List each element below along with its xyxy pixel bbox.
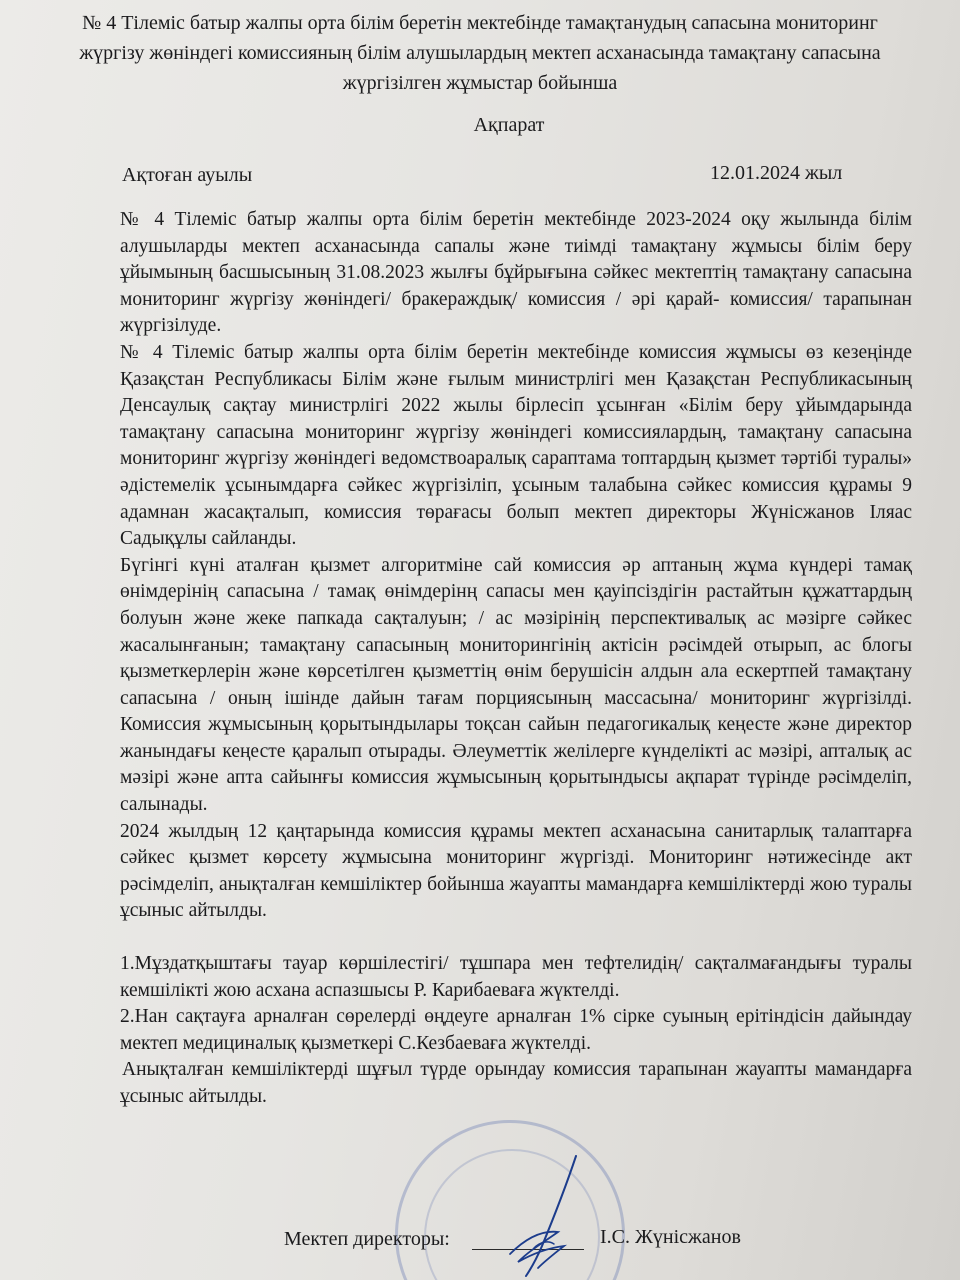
task-item: 2.Нан сақтауға арналған сөрелерді өңдеуге арналған 1% сірке суының ерітіндісін дайындау мектеп медициналық қызметкері С.Кезбаеваға жүктелді. <box>120 1006 912 1054</box>
closing-paragraph: Анықталған кемшіліктерді шұғыл түрде орындау комиссия тарапынан жауапты мамандарға ұсыныс айтылды. <box>120 1059 912 1107</box>
document-type-heading: Ақпарат <box>473 114 545 136</box>
document-body <box>120 207 912 1111</box>
paragraph: № 4 Тілеміс батыр жалпы орта білім беретін мектебінде 2023-2024 оқу жылында білім алушыларды мектеп асханасында сапалы және тиімді тамақтану жұмысы білім беру ұйымының басшысының 31.08.2023 жылғы бұйрығына сәйкес мектептің тамақтану сапасына мониторинг жүргізу жөніндегі/ бракераждық/ комиссия / әрі қарай- комиссия/ тарапынан жүргізілуде. <box>120 209 912 337</box>
task-item: 1.Мұздатқыштағы тауар көршілестігі/ тұшпара мен тефтелидің/ сақталмағандығы туралы кемшілікті жою асхана аспазшысы Р. Карибаеваға жүктелді. <box>120 953 912 1001</box>
director-name: І.С. Жүнісжанов <box>600 1226 741 1248</box>
paragraph: 2024 жылдың 12 қаңтарында комиссия құрамы мектеп асханасына санитарлық талаптарға сәйкес қызмет көрсету жұмысына мониторинг жүргізді. Мониторинг нәтижесінде акт рәсімделіп, анықталған кемшіліктер бойынша жауапты мамандарға кемшіліктерді жою туралы ұсыныс айтылды. <box>120 820 912 922</box>
document-date: 12.01.2024 жыл <box>710 162 843 184</box>
signature-label: Мектеп директоры: <box>284 1228 450 1250</box>
document-title: № 4 Тілеміс батыр жалпы орта білім беретін мектебінде тамақтанудың сапасына мониторинг жүргізу жөніндегі комиссияның білім алушылардың мектеп асханасында тамақтану сапасына жүргізілген жұмыстар бойынша <box>79 12 881 94</box>
handwritten-signature <box>470 1150 610 1280</box>
paragraph: № 4 Тілеміс батыр жалпы орта білім беретін мектебінде комиссия жұмысы өз кезеңінде Қазақстан Республикасы Білім және ғылым министрлігі мен Қазақстан Республикасының Денсаулық сақтау министрлігі 2022 жылы бірлесіп ұсынған «Білім беру ұйымдарында тамақтану сапасына мониторинг жүргізу жөніндегі комиссиялардың, тамақтану сапасына мониторинг жүргізу жөніндегі ведомствоаралық сараптама топтардың қызмет тәртібі туралы» әдістемелік ұсынымдарға сәйкес жүргізіліп, ұсыным талабына сәйкес комиссия құрамы 9 адамнан жасақталып, комиссия төрағасы болып мектеп директоры Жүнісжанов Іляас Садықұлы сайланды. <box>120 341 912 550</box>
document-place: Ақтоған ауылы <box>122 164 253 186</box>
paragraph: Бүгінгі күні аталған қызмет алгоритміне сай комиссия әр аптаның жұма күндері тамақ өнімдерінің сапасына / тамақ өнімдерінң сапасы мен қауіпсіздігін растайтын құжаттардың болуын және жеке папкада сақталуын; / ас мәзірінің перспективалық ас мәзірге сәйкес жасалынғанын; тамақтану сапасының мониторингінің актісін рәсімдей отырып, ас блогы қызметкерлерін және көрсетілген қызметтің өнім берушісін алдын ала ескертпей тамақтану сапасына / оның ішінде дайын тағам порциясының массасына/ мониторинг жүргізілді. Комиссия жұмысының қорытындылары тоқсан сайын педагогикалық кеңесте және директор жанындағы кеңесте қаралып отырады. Әлеуметтік желілерге күнделікті ас мәзірі, апталық ас мәзірі және апта сайынғы комиссия жұмысының қорытындысы ақпарат түрінде рәсімделіп, салынады. <box>120 554 912 816</box>
